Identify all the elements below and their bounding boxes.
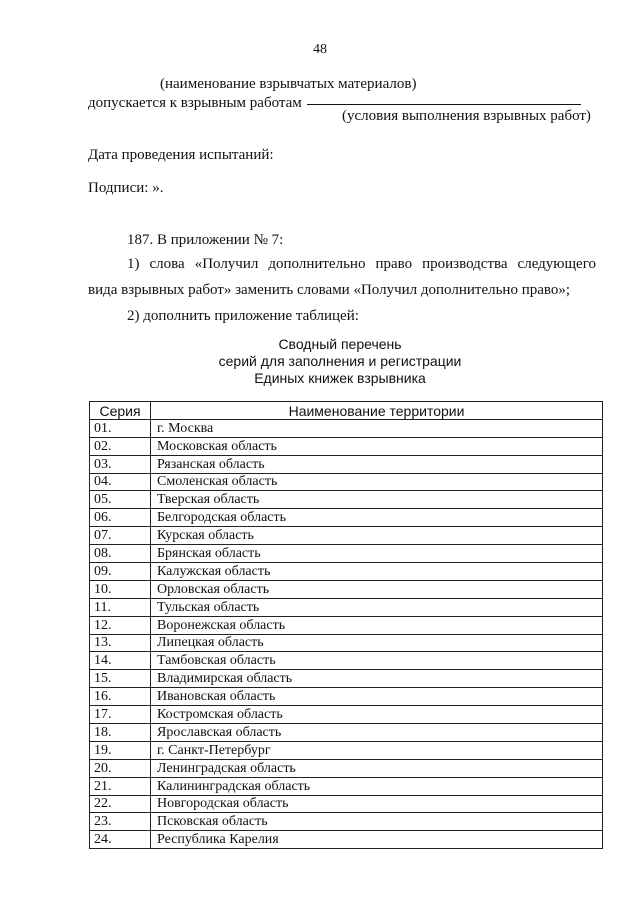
table-header-row xyxy=(90,402,603,420)
territory-name: Липецкая область xyxy=(151,634,603,652)
territory-name: Орловская область xyxy=(151,580,603,598)
territory-name: Костромская область xyxy=(151,706,603,724)
conditions-caption: (условия выполнения взрывных работ) xyxy=(342,108,591,124)
territory-name: Брянская область xyxy=(151,545,603,563)
territory-name: Рязанская область xyxy=(151,455,603,473)
table-row xyxy=(90,795,603,813)
series-code: 24. xyxy=(90,831,151,849)
series-code: 10. xyxy=(90,580,151,598)
territory-name: Псковская область xyxy=(151,813,603,831)
header-territory: Наименование территории xyxy=(151,402,603,420)
table-row xyxy=(90,580,603,598)
territory-name: Ивановская область xyxy=(151,688,603,706)
series-code: 04. xyxy=(90,473,151,491)
table-title-line: Единых книжек взрывника xyxy=(254,370,426,386)
series-code: 09. xyxy=(90,563,151,581)
table-row xyxy=(90,473,603,491)
territory-name: Калининградская область xyxy=(151,777,603,795)
territory-name: Белгородская область xyxy=(151,509,603,527)
table-row xyxy=(90,706,603,724)
table-title-line: Сводный перечень xyxy=(278,336,402,352)
series-code: 15. xyxy=(90,670,151,688)
item-187-heading: 187. В приложении № 7: xyxy=(127,232,284,248)
table-row xyxy=(90,509,603,527)
table-row xyxy=(90,724,603,742)
point-1-word: 1) xyxy=(127,256,140,272)
point-1-word: дополнительно xyxy=(268,256,366,272)
series-code: 14. xyxy=(90,652,151,670)
table-row xyxy=(90,652,603,670)
territory-name: Ленинградская область xyxy=(151,759,603,777)
territory-name: Воронежская область xyxy=(151,616,603,634)
table-row xyxy=(90,527,603,545)
series-code: 17. xyxy=(90,706,151,724)
series-code: 13. xyxy=(90,634,151,652)
point-1-word: следующего xyxy=(517,256,596,272)
table-row xyxy=(90,455,603,473)
series-code: 16. xyxy=(90,688,151,706)
territory-name: Смоленская область xyxy=(151,473,603,491)
point-1-word: право xyxy=(375,256,413,272)
table-row xyxy=(90,813,603,831)
materials-caption: (наименование взрывчатых материалов) xyxy=(160,76,417,92)
series-table xyxy=(89,401,603,849)
series-code: 07. xyxy=(90,527,151,545)
table-row xyxy=(90,437,603,455)
series-code: 01. xyxy=(90,419,151,437)
territory-name: г. Санкт-Петербург xyxy=(151,741,603,759)
table-row xyxy=(90,741,603,759)
territory-name: Новгородская область xyxy=(151,795,603,813)
table-row xyxy=(90,616,603,634)
territory-name: Владимирская область xyxy=(151,670,603,688)
table-row xyxy=(90,688,603,706)
series-code: 18. xyxy=(90,724,151,742)
point-1-second-line: вида взрывных работ» заменить словами «Получил дополнительно право»; xyxy=(88,282,571,298)
series-code: 11. xyxy=(90,598,151,616)
series-code: 02. xyxy=(90,437,151,455)
table-row xyxy=(90,545,603,563)
point-1-first-line xyxy=(127,256,596,273)
point-1-word: слова xyxy=(149,256,185,272)
table-row xyxy=(90,777,603,795)
table-row xyxy=(90,759,603,777)
series-code: 19. xyxy=(90,741,151,759)
territory-name: Калужская область xyxy=(151,563,603,581)
allowed-line-text: допускается к взрывным работам xyxy=(88,95,302,111)
series-code: 12. xyxy=(90,616,151,634)
territory-name: г. Москва xyxy=(151,419,603,437)
table-row xyxy=(90,419,603,437)
territory-name: Курская область xyxy=(151,527,603,545)
point-1-word: «Получил xyxy=(194,256,259,272)
territory-name: Московская область xyxy=(151,437,603,455)
table-row xyxy=(90,831,603,849)
table-row xyxy=(90,670,603,688)
territory-name: Ярославская область xyxy=(151,724,603,742)
table-row xyxy=(90,563,603,581)
series-code: 05. xyxy=(90,491,151,509)
series-code: 03. xyxy=(90,455,151,473)
series-code: 20. xyxy=(90,759,151,777)
series-code: 08. xyxy=(90,545,151,563)
page-number: 48 xyxy=(313,42,327,57)
point-1-word: производства xyxy=(422,256,508,272)
series-code: 21. xyxy=(90,777,151,795)
blank-underline xyxy=(307,104,581,105)
table-title-line: серий для заполнения и регистрации xyxy=(218,353,462,369)
territory-name: Тверская область xyxy=(151,491,603,509)
table-row xyxy=(90,491,603,509)
table-row xyxy=(90,634,603,652)
territory-name: Тульская область xyxy=(151,598,603,616)
point-2: 2) дополнить приложение таблицей: xyxy=(127,308,359,324)
series-code: 23. xyxy=(90,813,151,831)
series-code: 06. xyxy=(90,509,151,527)
series-code: 22. xyxy=(90,795,151,813)
territory-name: Тамбовская область xyxy=(151,652,603,670)
header-series: Серия xyxy=(90,402,151,420)
signatures-label: Подписи: ». xyxy=(88,180,164,196)
table-row xyxy=(90,598,603,616)
territory-name: Республика Карелия xyxy=(151,831,603,849)
test-date-label: Дата проведения испытаний: xyxy=(88,147,274,163)
